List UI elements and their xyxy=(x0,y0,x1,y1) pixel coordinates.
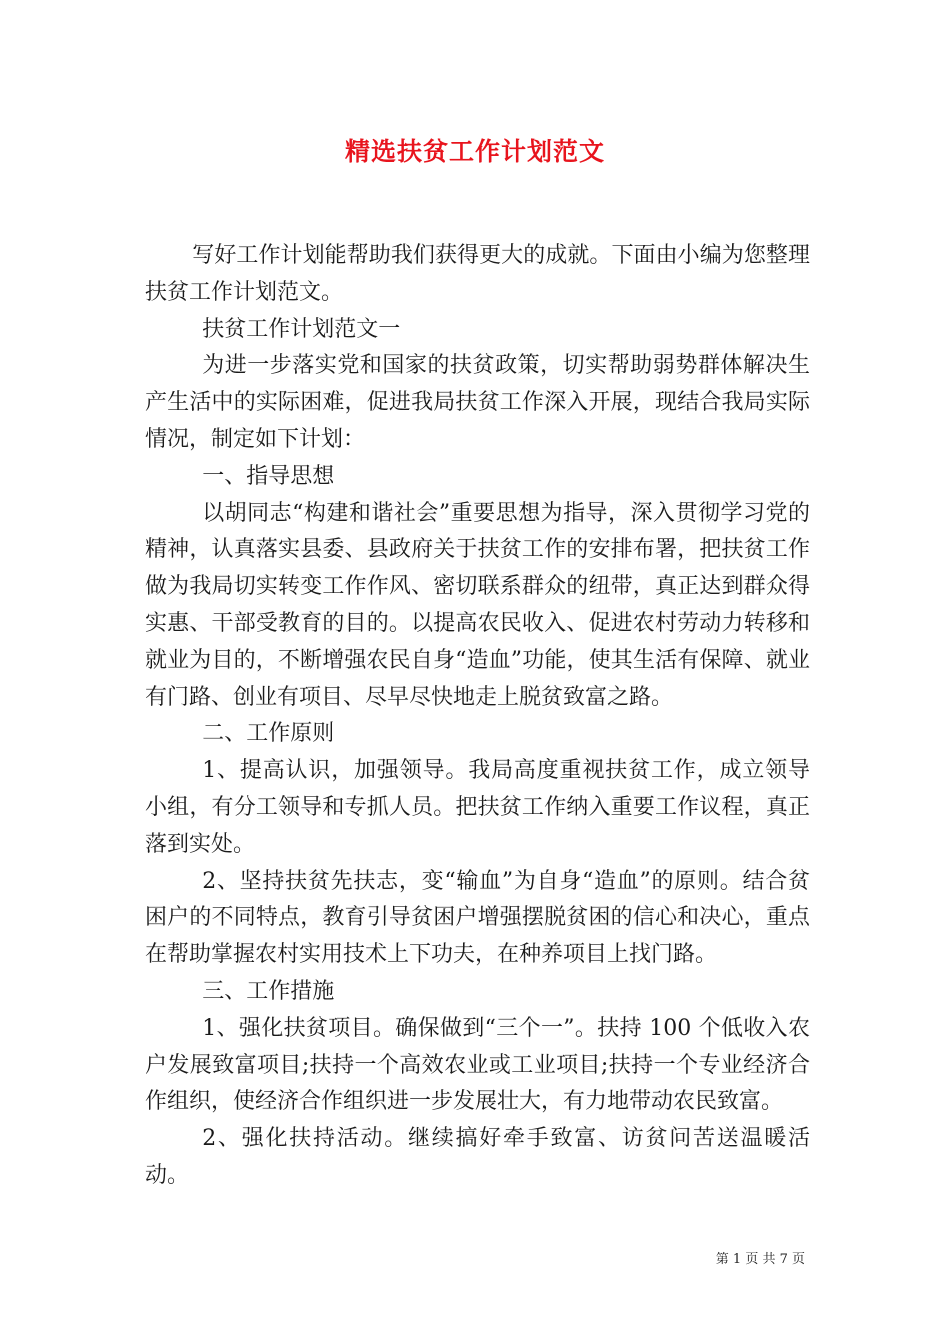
heading-work-measures: 三、工作措施 xyxy=(202,978,335,1004)
document-body xyxy=(145,238,810,1195)
paragraph-guiding-ideology: 以胡同志“构建和谐社会”重要思想为指导，深入贯彻学习党的精神，认真落实县委、县政府关于扶贫工作的安排布署，把扶贫工作做为我局切实转变工作作风、密切联系群众的纽带，真正达到群众得实惠、干部受教育的目的。以提高农民收入、促进农村劳动力转移和就业为目的，不断增强农民自身“造血”功能，使其生活有保障、就业有门路、创业有项目、尽早尽快地走上脱贫致富之路。 xyxy=(145,500,810,710)
heading-guiding-ideology: 一、指导思想 xyxy=(202,463,335,489)
paragraph-measure-1: 1、强化扶贫项目。确保做到“三个一”。扶持 100 个低收入农户发展致富项目;扶持一个高效农业或工业项目;扶持一个专业经济合作组织，使经济合作组织进一步发展壮大，有力地带动农民致富。 xyxy=(145,1015,810,1115)
page-number-footer: 第 1 页 共 7 页 xyxy=(715,1252,805,1267)
heading-work-principles: 二、工作原则 xyxy=(202,721,335,747)
paragraph-purpose: 为进一步落实党和国家的扶贫政策，切实帮助弱势群体解决生产生活中的实际困难，促进我局扶贫工作深入开展，现结合我局实际情况，制定如下计划： xyxy=(145,353,810,452)
paragraph-intro: 写好工作计划能帮助我们获得更大的成就。下面由小编为您整理扶贫工作计划范文。 xyxy=(145,243,810,305)
heading-sample-one: 扶贫工作计划范文一 xyxy=(202,316,401,342)
document-title: 精选扶贫工作计划范文 xyxy=(344,137,605,166)
paragraph-principle-2: 2、坚持扶贫先扶志，变“输血”为自身“造血”的原则。结合贫困户的不同特点，教育引导贫困户增强摆脱贫困的信心和决心，重点在帮助掌握农村实用技术上下功夫，在种养项目上找门路。 xyxy=(145,868,810,968)
paragraph-principle-1: 1、提高认识，加强领导。我局高度重视扶贫工作，成立领导小组，有分工领导和专抓人员。把扶贫工作纳入重要工作议程，真正落到实处。 xyxy=(145,758,810,857)
paragraph-measure-2: 2、强化扶持活动。继续搞好牵手致富、访贫问苦送温暖活动。 xyxy=(145,1126,810,1188)
